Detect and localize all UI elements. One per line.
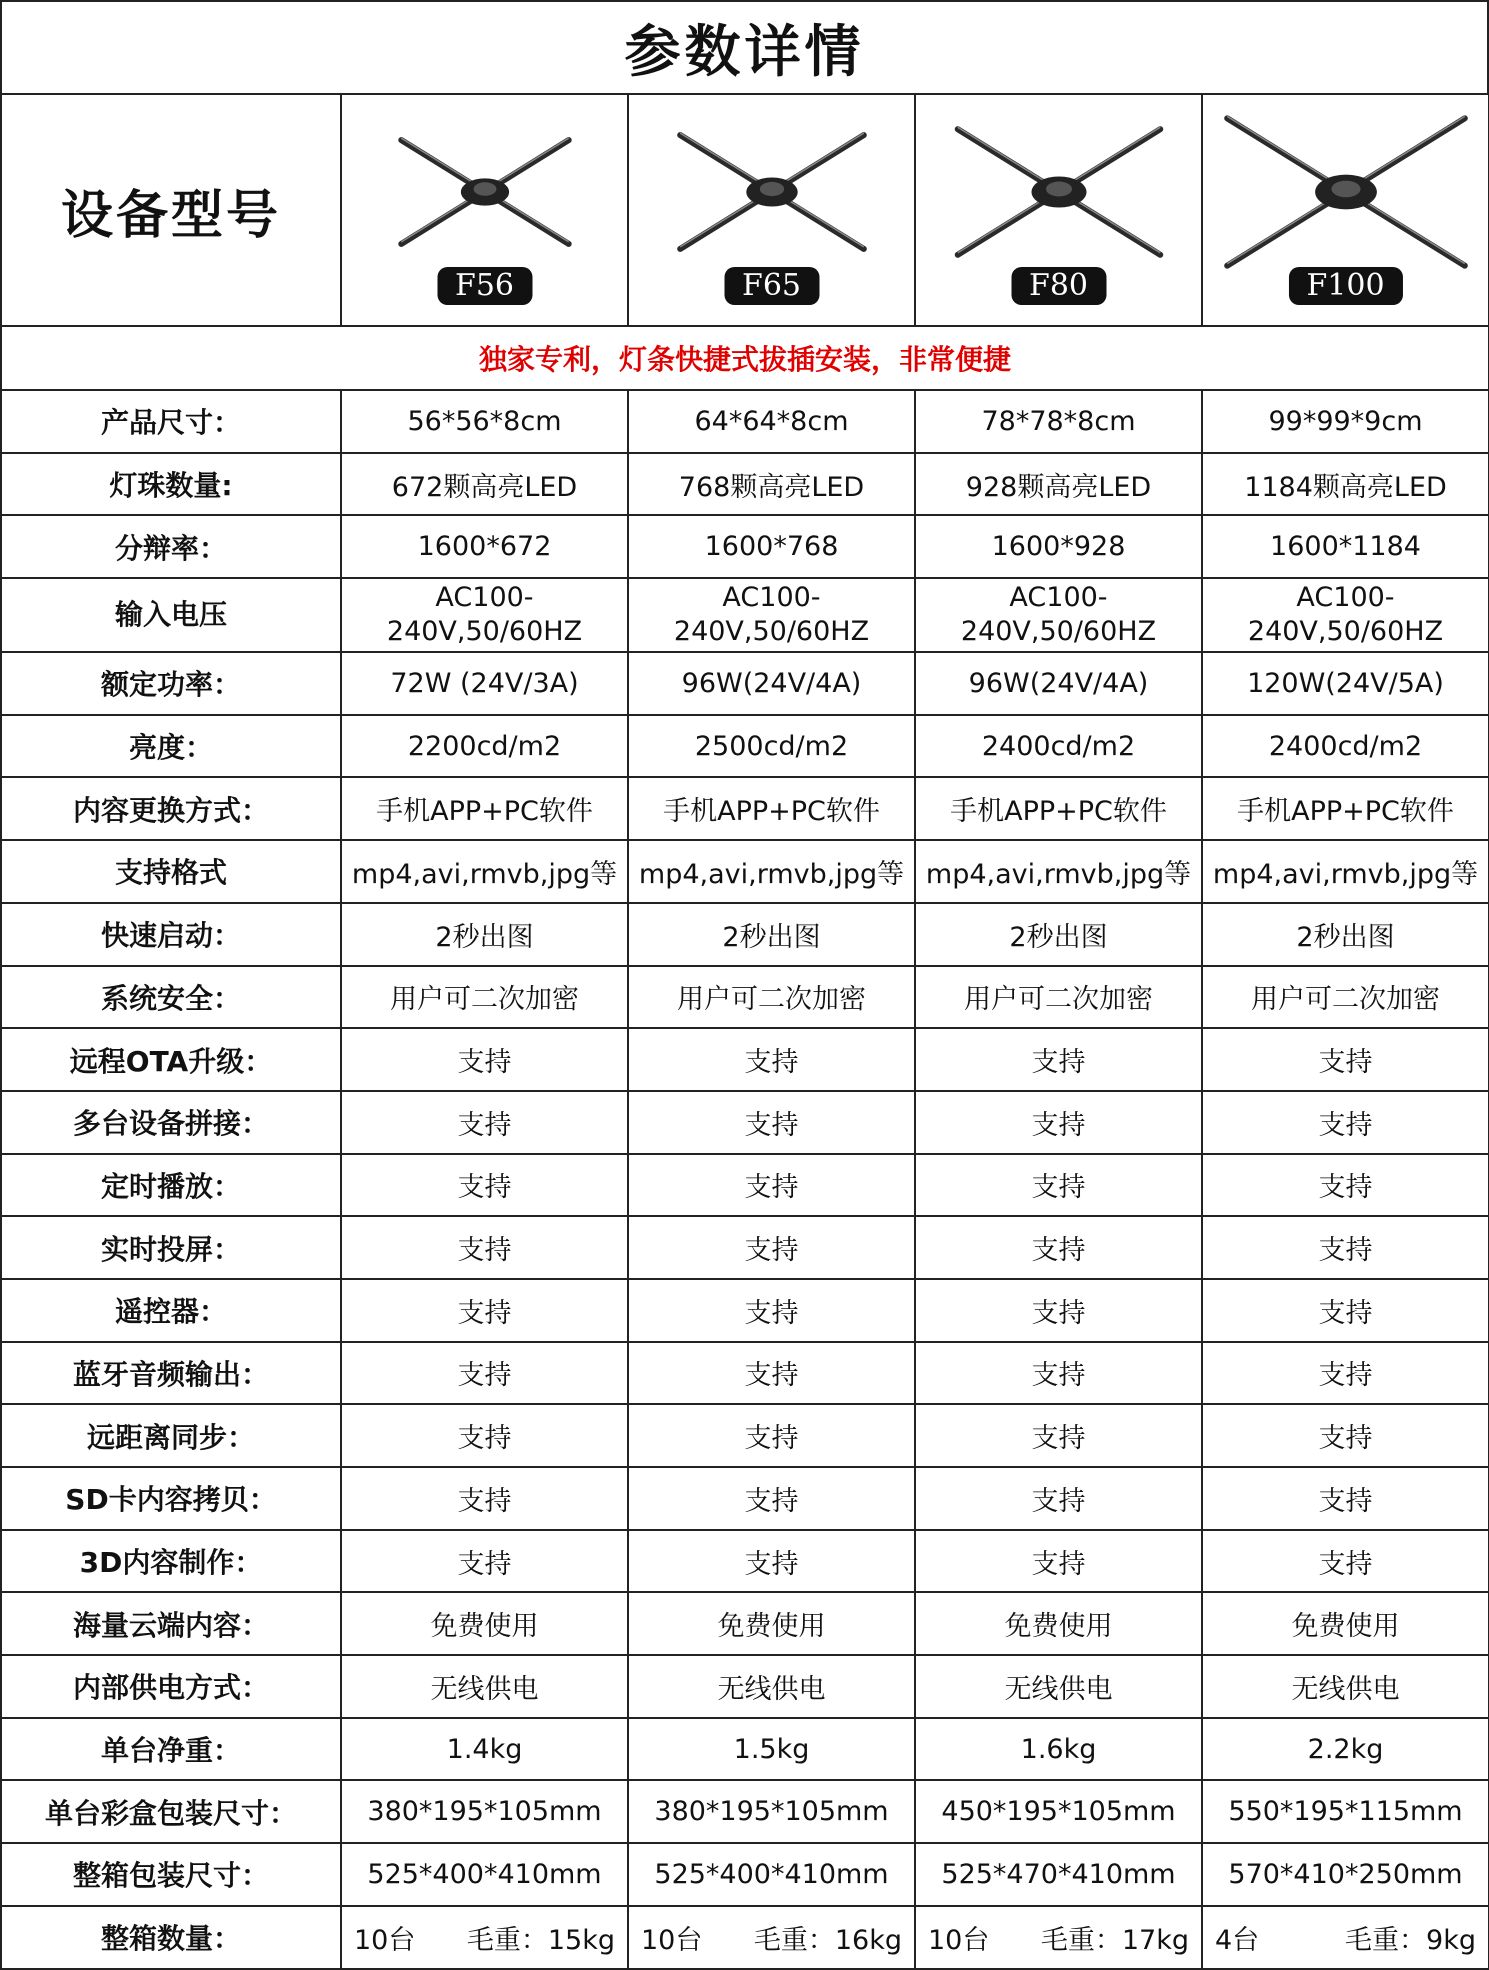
- spec-value: 672颗高亮LED: [341, 453, 628, 516]
- spec-label: 内部供电方式：: [1, 1655, 341, 1718]
- carton-cell: [915, 1906, 1202, 1969]
- spec-value: 无线供电: [628, 1655, 915, 1718]
- spec-row: [1, 715, 1489, 778]
- spec-label: 海量云端内容：: [1, 1592, 341, 1655]
- spec-value: 2秒出图: [1202, 903, 1489, 966]
- spec-label: 内容更换方式：: [1, 777, 341, 840]
- spec-value: 支持: [628, 1467, 915, 1530]
- carton-quantity: 10台: [928, 1924, 990, 1956]
- spec-value: 2秒出图: [915, 903, 1202, 966]
- spec-row: [1, 1467, 1489, 1530]
- spec-row: [1, 1279, 1489, 1342]
- spec-value: 525*400*410mm: [341, 1843, 628, 1906]
- carton-cell: [341, 1906, 628, 1969]
- spec-value: 支持: [915, 1530, 1202, 1593]
- spec-value: 96W(24V/4A): [628, 652, 915, 715]
- spec-value: 支持: [628, 1404, 915, 1467]
- spec-label: SD卡内容拷贝：: [1, 1467, 341, 1530]
- spec-label: 支持格式: [1, 840, 341, 903]
- spec-label: 实时投屏：: [1, 1216, 341, 1279]
- spec-row: [1, 1028, 1489, 1091]
- spec-row: [1, 652, 1489, 715]
- spec-table: [0, 93, 1489, 1970]
- spec-value: 支持: [341, 1154, 628, 1217]
- spec-label: 远程OTA升级：: [1, 1028, 341, 1091]
- spec-value: 无线供电: [1202, 1655, 1489, 1718]
- spec-value: 2200cd/m2: [341, 715, 628, 778]
- spec-value: 525*400*410mm: [628, 1843, 915, 1906]
- spec-value: AC100- 240V,50/60HZ: [1202, 578, 1489, 652]
- spec-label: 远距离同步：: [1, 1404, 341, 1467]
- spec-label: 单台彩盒包装尺寸：: [1, 1780, 341, 1843]
- carton-quantity: 10台: [641, 1924, 703, 1956]
- spec-row: [1, 903, 1489, 966]
- fan-hub-center: [1331, 181, 1360, 198]
- spec-value: 96W(24V/4A): [915, 652, 1202, 715]
- spec-label: 3D内容制作：: [1, 1530, 341, 1593]
- spec-value: 550*195*115mm: [1202, 1780, 1489, 1843]
- spec-row: [1, 578, 1489, 652]
- gross-weight: 毛重：15kg: [466, 1924, 615, 1956]
- spec-label: 单台净重：: [1, 1718, 341, 1781]
- spec-value: 支持: [915, 1154, 1202, 1217]
- spec-value: 手机APP+PC软件: [1202, 777, 1489, 840]
- spec-value: 支持: [1202, 1530, 1489, 1593]
- spec-label: 输入电压: [1, 578, 341, 652]
- spec-row: [1, 1780, 1489, 1843]
- spec-label: 整箱包装尺寸：: [1, 1843, 341, 1906]
- spec-value: 99*99*9cm: [1202, 390, 1489, 453]
- model-header-row: [1, 94, 1489, 326]
- spec-value: 支持: [341, 1091, 628, 1154]
- spec-value: 免费使用: [1202, 1592, 1489, 1655]
- gross-weight: 毛重：17kg: [1040, 1924, 1189, 1956]
- model-cell: [915, 94, 1202, 326]
- spec-value: 2400cd/m2: [1202, 715, 1489, 778]
- spec-value: 2.2kg: [1202, 1718, 1489, 1781]
- spec-value: 手机APP+PC软件: [915, 777, 1202, 840]
- model-header-label: 设备型号: [1, 94, 341, 326]
- spec-value: 78*78*8cm: [915, 390, 1202, 453]
- spec-value: 380*195*105mm: [628, 1780, 915, 1843]
- product-image: [1203, 97, 1488, 323]
- spec-value: 免费使用: [341, 1592, 628, 1655]
- spec-value: 手机APP+PC软件: [341, 777, 628, 840]
- spec-value: 支持: [1202, 1342, 1489, 1405]
- spec-value: 56*56*8cm: [341, 390, 628, 453]
- spec-value: 支持: [628, 1530, 915, 1593]
- spec-label: 快速启动：: [1, 903, 341, 966]
- spec-row: [1, 1592, 1489, 1655]
- spec-label: 蓝牙音频输出：: [1, 1342, 341, 1405]
- spec-row: [1, 966, 1489, 1029]
- spec-value: 支持: [915, 1091, 1202, 1154]
- spec-value: 450*195*105mm: [915, 1780, 1202, 1843]
- spec-value: 用户可二次加密: [915, 966, 1202, 1029]
- spec-row: [1, 1404, 1489, 1467]
- spec-value: 用户可二次加密: [628, 966, 915, 1029]
- spec-label: 遥控器：: [1, 1279, 341, 1342]
- spec-label: 整箱数量：: [1, 1906, 341, 1969]
- spec-value: 免费使用: [915, 1592, 1202, 1655]
- spec-value: 支持: [915, 1279, 1202, 1342]
- spec-label: 灯珠数量:: [1, 453, 341, 516]
- product-image: [342, 97, 627, 323]
- spec-value: 525*470*410mm: [915, 1843, 1202, 1906]
- spec-label: 分辩率：: [1, 515, 341, 578]
- spec-label: 产品尺寸：: [1, 390, 341, 453]
- model-cell: [628, 94, 915, 326]
- spec-row: [1, 390, 1489, 453]
- spec-value: 无线供电: [915, 1655, 1202, 1718]
- spec-value: 支持: [341, 1279, 628, 1342]
- spec-value: 用户可二次加密: [341, 966, 628, 1029]
- spec-value: 支持: [628, 1279, 915, 1342]
- spec-value: 支持: [628, 1154, 915, 1217]
- spec-value: 支持: [1202, 1404, 1489, 1467]
- page-title: 参数详情: [0, 0, 1489, 93]
- spec-value: 1600*1184: [1202, 515, 1489, 578]
- spec-value: 支持: [1202, 1091, 1489, 1154]
- spec-value: 支持: [341, 1028, 628, 1091]
- spec-value: AC100- 240V,50/60HZ: [341, 578, 628, 652]
- model-cell: [1202, 94, 1489, 326]
- spec-row: [1, 515, 1489, 578]
- spec-value: 1600*768: [628, 515, 915, 578]
- spec-row: [1, 1843, 1489, 1906]
- spec-value: 2500cd/m2: [628, 715, 915, 778]
- spec-label: 额定功率：: [1, 652, 341, 715]
- fan-hub-center: [760, 182, 784, 196]
- fan-hub-center: [1046, 182, 1072, 197]
- spec-value: 1.4kg: [341, 1718, 628, 1781]
- spec-value: 72W (24V/3A): [341, 652, 628, 715]
- spec-value: 支持: [628, 1091, 915, 1154]
- spec-value: 支持: [1202, 1028, 1489, 1091]
- carton-cell: [628, 1906, 915, 1969]
- spec-value: 570*410*250mm: [1202, 1843, 1489, 1906]
- spec-label: 系统安全：: [1, 966, 341, 1029]
- spec-value: mp4,avi,rmvb,jpg等: [628, 840, 915, 903]
- model-badge: F80: [1011, 267, 1106, 305]
- spec-row: [1, 1091, 1489, 1154]
- spec-row: [1, 1655, 1489, 1718]
- carton-quantity: 10台: [354, 1924, 416, 1956]
- spec-value: 支持: [341, 1530, 628, 1593]
- spec-value: mp4,avi,rmvb,jpg等: [1202, 840, 1489, 903]
- carton-quantity-row: [1, 1906, 1489, 1969]
- spec-value: 支持: [341, 1342, 628, 1405]
- spec-value: 64*64*8cm: [628, 390, 915, 453]
- spec-value: 2400cd/m2: [915, 715, 1202, 778]
- spec-value: 免费使用: [628, 1592, 915, 1655]
- spec-row: [1, 1718, 1489, 1781]
- spec-value: 支持: [915, 1342, 1202, 1405]
- spec-value: 手机APP+PC软件: [628, 777, 915, 840]
- fan-hub-center: [474, 182, 497, 195]
- carton-quantity: 4台: [1215, 1924, 1260, 1956]
- spec-value: 支持: [1202, 1279, 1489, 1342]
- spec-value: mp4,avi,rmvb,jpg等: [915, 840, 1202, 903]
- spec-row: [1, 777, 1489, 840]
- spec-value: 支持: [628, 1216, 915, 1279]
- spec-row: [1, 1342, 1489, 1405]
- gross-weight: 毛重：16kg: [753, 1924, 902, 1956]
- spec-value: 支持: [341, 1467, 628, 1530]
- spec-value: 1184颗高亮LED: [1202, 453, 1489, 516]
- model-cell: [341, 94, 628, 326]
- spec-value: AC100- 240V,50/60HZ: [628, 578, 915, 652]
- spec-label: 亮度：: [1, 715, 341, 778]
- spec-value: 支持: [628, 1342, 915, 1405]
- notice-row: [1, 326, 1489, 390]
- spec-value: 768颗高亮LED: [628, 453, 915, 516]
- patent-notice: 独家专利，灯条快捷式拔插安装，非常便捷: [1, 326, 1489, 390]
- spec-row: [1, 1216, 1489, 1279]
- spec-row: [1, 1530, 1489, 1593]
- spec-value: 支持: [915, 1404, 1202, 1467]
- spec-value: 用户可二次加密: [1202, 966, 1489, 1029]
- model-badge: F100: [1288, 267, 1402, 305]
- spec-value: 支持: [915, 1216, 1202, 1279]
- spec-value: 支持: [341, 1404, 628, 1467]
- spec-value: 支持: [1202, 1154, 1489, 1217]
- spec-label: 多台设备拼接：: [1, 1091, 341, 1154]
- spec-label: 定时播放：: [1, 1154, 341, 1217]
- spec-value: 120W(24V/5A): [1202, 652, 1489, 715]
- spec-value: AC100- 240V,50/60HZ: [915, 578, 1202, 652]
- spec-value: 1600*672: [341, 515, 628, 578]
- spec-value: 1.5kg: [628, 1718, 915, 1781]
- spec-value: 928颗高亮LED: [915, 453, 1202, 516]
- spec-value: 支持: [341, 1216, 628, 1279]
- spec-row: [1, 1154, 1489, 1217]
- spec-value: 1.6kg: [915, 1718, 1202, 1781]
- spec-row: [1, 453, 1489, 516]
- spec-value: mp4,avi,rmvb,jpg等: [341, 840, 628, 903]
- spec-value: 1600*928: [915, 515, 1202, 578]
- carton-cell: [1202, 1906, 1489, 1969]
- model-badge: F65: [724, 267, 819, 305]
- spec-value: 2秒出图: [341, 903, 628, 966]
- spec-value: 支持: [628, 1028, 915, 1091]
- spec-value: 支持: [915, 1467, 1202, 1530]
- gross-weight: 毛重：9kg: [1345, 1924, 1476, 1956]
- spec-value: 无线供电: [341, 1655, 628, 1718]
- model-badge: F56: [437, 267, 532, 305]
- spec-row: [1, 840, 1489, 903]
- spec-value: 支持: [1202, 1216, 1489, 1279]
- product-image: [916, 97, 1201, 323]
- spec-value: 支持: [915, 1028, 1202, 1091]
- spec-value: 支持: [1202, 1467, 1489, 1530]
- spec-value: 380*195*105mm: [341, 1780, 628, 1843]
- product-image: [629, 97, 914, 323]
- spec-value: 2秒出图: [628, 903, 915, 966]
